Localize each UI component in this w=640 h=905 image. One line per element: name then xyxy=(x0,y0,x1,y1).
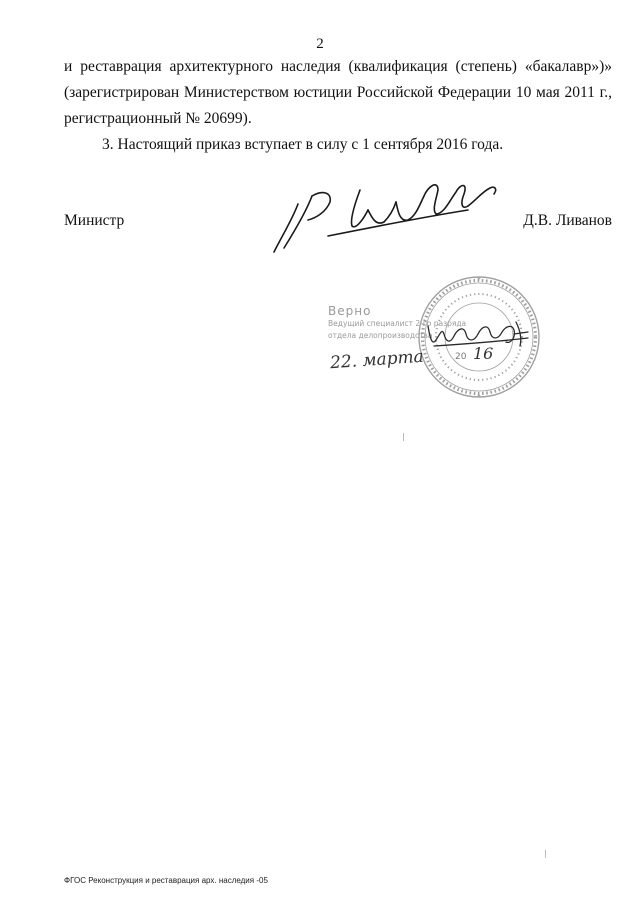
clerk-signature xyxy=(424,316,534,356)
paragraph-effective-date: 3. Настоящий приказ вступает в силу с 1 сентября 2016 года. xyxy=(102,136,504,153)
certification-date-handwritten: 22. марта xyxy=(329,346,425,374)
page-number: 2 xyxy=(316,36,324,52)
paragraph-registration-number: регистрационный № 20699). xyxy=(64,110,252,127)
certification-department: отдела делопроизводства xyxy=(328,331,433,340)
certification-year-prefix: 20 xyxy=(455,352,467,362)
document-footer: ФГОС Реконструкция и реставрация арх. наследия -05 xyxy=(64,876,268,885)
scan-artifact xyxy=(545,850,546,858)
certification-title: Верно xyxy=(328,304,372,318)
certification-year-handwritten: 16 xyxy=(473,344,494,363)
paragraph-registration: (зарегистрирован Министерством юстиции Российской Федерации 10 мая 2011 г., xyxy=(64,84,612,101)
signatory-title: Министр xyxy=(64,212,125,229)
signatory-name: Д.В. Ливанов xyxy=(523,212,612,229)
minister-signature xyxy=(268,170,518,260)
scan-artifact xyxy=(403,433,404,441)
paragraph-continuation: и реставрация архитектурного наследия (квалификация (степень) «бакалавр»)» xyxy=(64,58,612,75)
certification-position: Ведущий специалист 2-го разряда xyxy=(328,319,467,328)
